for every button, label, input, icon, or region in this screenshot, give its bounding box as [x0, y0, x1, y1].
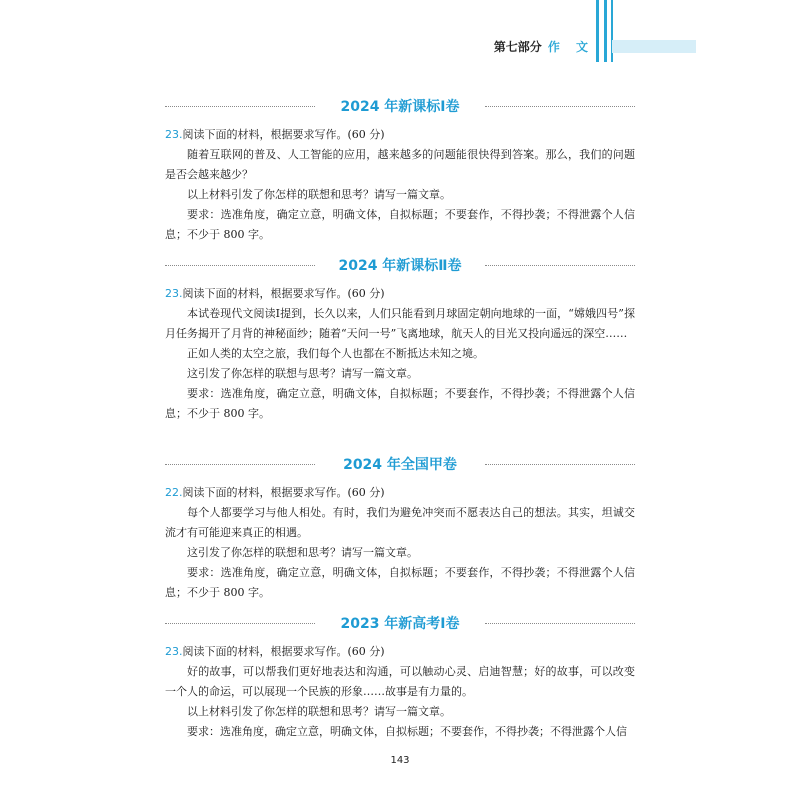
- question: [165, 642, 635, 742]
- task-text: 这引发了你怎样的联想与思考？请写一篇文章。: [187, 367, 418, 380]
- material-text: 本试卷现代文阅读Ⅰ提到，长久以来，人们只能看到月球固定朝向地球的一面，“嫦娥四号”探月任务揭开了月背的神秘面纱；随着“天问一号”飞离地球，航天人的目光又投向遥远的深空……: [165, 307, 635, 340]
- section-heading: [165, 455, 635, 475]
- running-header: [494, 38, 594, 55]
- material-text: 好的故事，可以帮我们更好地表达和沟通，可以触动心灵、启迪智慧；好的故事，可以改变一个人的命运，可以展现一个民族的形象……故事是有力量的。: [165, 665, 635, 698]
- section-heading: [165, 614, 635, 634]
- header-rule: [596, 0, 599, 62]
- section-title: 2024 年新课标Ⅱ卷: [338, 258, 462, 274]
- requirement-text: 要求：选准角度，确定立意，明确文体，自拟标题；不要套作，不得抄袭；不得泄露个人信息；不少于 800 字。: [165, 208, 635, 241]
- task-text: 以上材料引发了你怎样的联想和思考？请写一篇文章。: [187, 188, 451, 201]
- question-number: 22.: [165, 486, 183, 499]
- header-band: [612, 40, 696, 53]
- question-prompt: 22.阅读下面的材料，根据要求写作。(60 分): [165, 486, 385, 499]
- material-text: 随着互联网的普及、人工智能的应用，越来越多的问题能很快得到答案。那么，我们的问题是否会越来越少？: [165, 148, 635, 181]
- exam-section: [165, 256, 635, 424]
- page-number: 143: [390, 755, 410, 766]
- section-title: 2024 年新课标Ⅰ卷: [340, 99, 460, 115]
- exam-section: [165, 455, 635, 603]
- header-topic: 作 文: [547, 40, 594, 54]
- question-number: 23.: [165, 645, 183, 658]
- exam-section: [165, 614, 635, 742]
- question: [165, 125, 635, 245]
- section-title: 2024 年全国甲卷: [343, 457, 457, 473]
- requirement-text: 要求：选准角度，确定立意，明确文体，自拟标题；不要套作，不得抄袭；不得泄露个人信息；不少于 800 字。: [165, 387, 635, 420]
- material-text: 每个人都要学习与他人相处。有时，我们为避免冲突而不愿表达自己的想法。其实，坦诚交流才有可能迎来真正的相遇。: [165, 506, 635, 539]
- section-heading: [165, 97, 635, 117]
- question-prompt: 23.阅读下面的材料，根据要求写作。(60 分): [165, 645, 385, 658]
- header-part: 第七部分: [493, 40, 542, 54]
- question: [165, 284, 635, 424]
- material-text: 正如人类的太空之旅，我们每个人也都在不断抵达未知之境。: [187, 347, 484, 360]
- requirement-text: 要求：选准角度，确定立意，明确文体，自拟标题；不要套作，不得抄袭；不得泄露个人信: [187, 725, 627, 738]
- question-number: 23.: [165, 287, 183, 300]
- header-rule: [604, 0, 607, 62]
- requirement-text: 要求：选准角度，确定立意，明确文体，自拟标题；不要套作，不得抄袭；不得泄露个人信息；不少于 800 字。: [165, 566, 635, 599]
- question: [165, 483, 635, 603]
- section-title: 2023 年新高考Ⅰ卷: [340, 616, 460, 632]
- section-heading: [165, 256, 635, 276]
- question-prompt: 23.阅读下面的材料，根据要求写作。(60 分): [165, 128, 385, 141]
- question-number: 23.: [165, 128, 183, 141]
- exam-section: [165, 97, 635, 245]
- question-prompt: 23.阅读下面的材料，根据要求写作。(60 分): [165, 287, 385, 300]
- task-text: 这引发了你怎样的联想和思考？请写一篇文章。: [187, 546, 418, 559]
- task-text: 以上材料引发了你怎样的联想和思考？请写一篇文章。: [187, 705, 451, 718]
